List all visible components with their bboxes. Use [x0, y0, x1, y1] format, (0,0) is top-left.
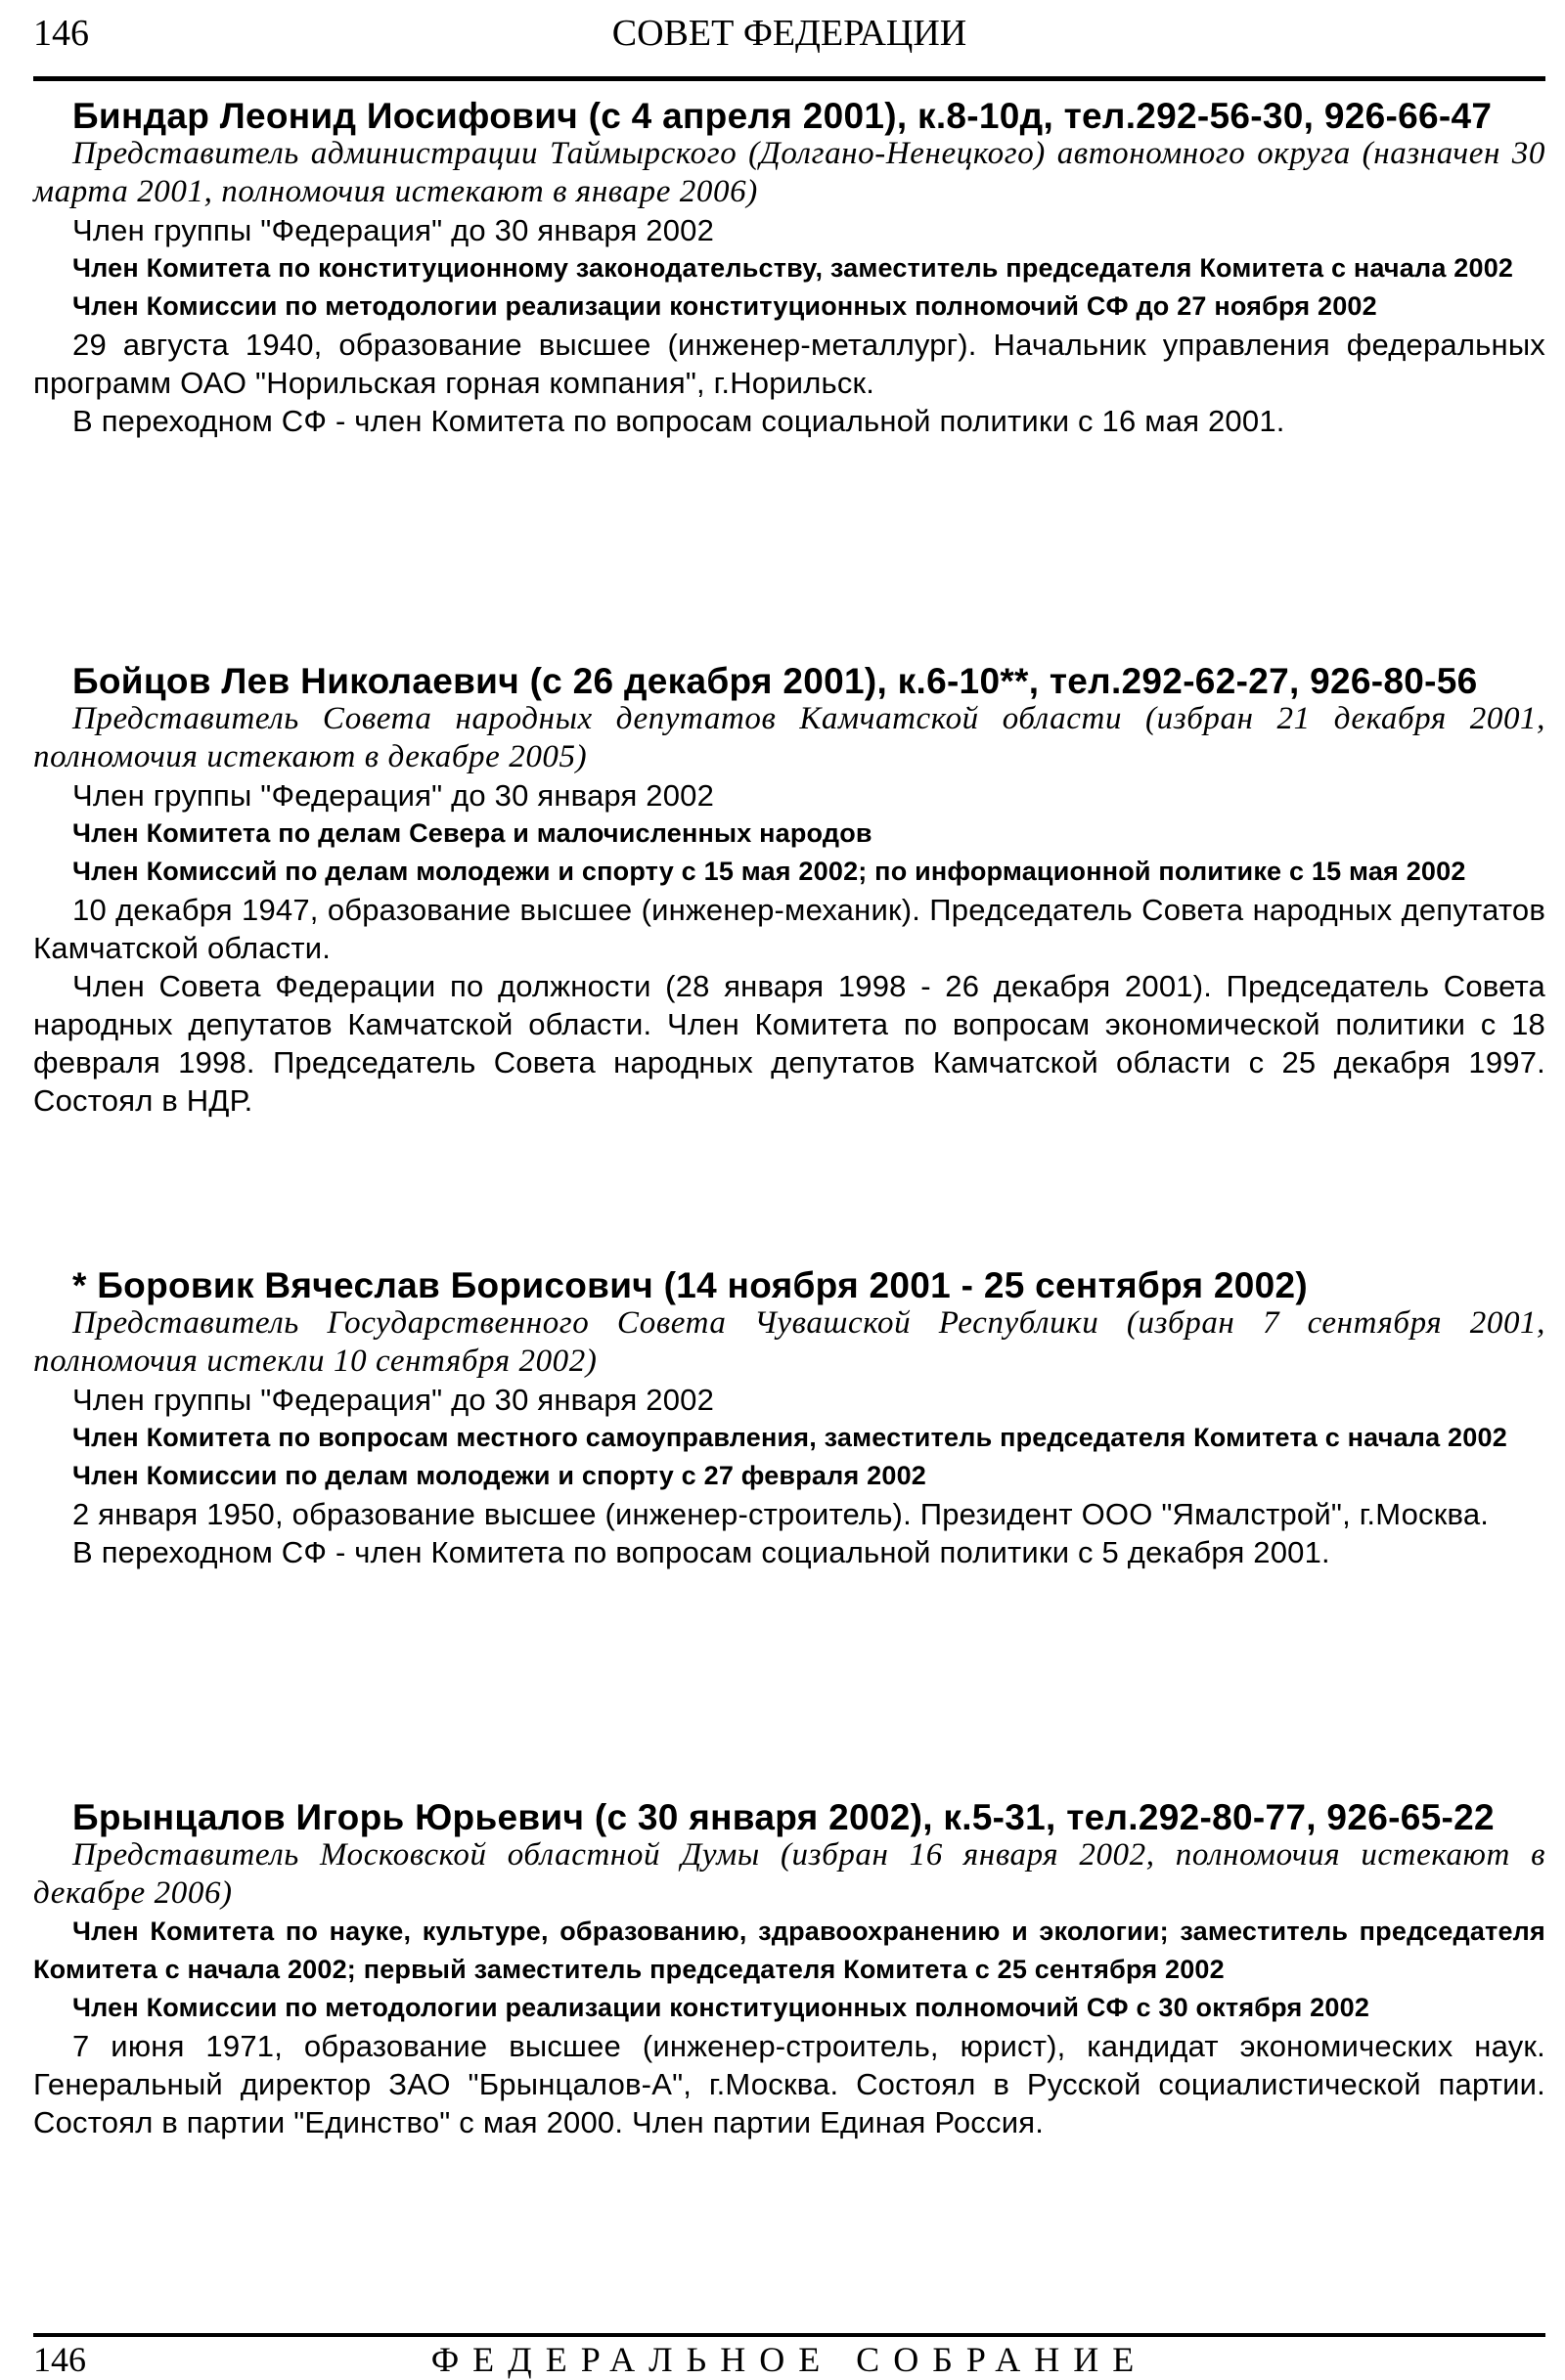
entry-membership: Член Комиссии по методологии реализации конституционных полномочий СФ до 27 ноября 2002	[72, 291, 1377, 321]
entry-name: Брынцалов Игорь Юрьевич (с 30 января 2002), к.5-31, тел.292-80-77, 926-65-22	[72, 1797, 1495, 1837]
entry-boytsov	[33, 663, 1545, 1120]
footer-title: ФЕДЕРАЛЬНОЕ СОБРАНИЕ	[430, 2340, 1148, 2379]
entry-membership: Член Комиссии по делам молодежи и спорту с 27 февраля 2002	[72, 1461, 927, 1490]
running-title: СОВЕТ ФЕДЕРАЦИИ	[611, 13, 967, 54]
entry-bio: 10 декабря 1947, образование высшее (инженер-механик). Председатель Совета народных депутатов Камчатской области.	[33, 893, 1545, 965]
entry-borovik	[33, 1267, 1545, 1571]
page-number: 146	[33, 13, 89, 54]
entry-representative: Представитель Совета народных депутатов Камчатской области (избран 21 декабря 2001, полномочия истекают в декабре 2005)	[33, 701, 1545, 774]
entry-representative: Представитель администрации Таймырского (Долгано-Ненецкого) автономного округа (назначен 30 марта 2001, полномочия истекают в январе 2006)	[33, 136, 1545, 209]
entry-name: Бойцов Лев Николаевич (с 26 декабря 2001), к.6-10**, тел.292-62-27, 926-80-56	[72, 661, 1478, 701]
entry-bio: Член Совета Федерации по должности (28 января 1998 - 26 декабря 2001). Председатель Совета народных депутатов Камчатской области. Член Комитета по вопросам экономической политики с 18 февраля 1998. Председатель Совета народных депутатов Камчатской области с 25 декабря 1997. Состоял в НДР.	[33, 969, 1545, 1118]
entry-bio: В переходном СФ - член Комитета по вопросам социальной политики с 5 декабря 2001.	[72, 1535, 1330, 1569]
entry-membership: Член Комитета по конституционному законодательству, заместитель председателя Комитета с начала 2002	[72, 253, 1514, 283]
entry-bio: 7 июня 1971, образование высшее (инженер-строитель, юрист), кандидат экономических наук. Генеральный директор ЗАО "Брынцалов-А", г.Москва. Состоял в Русской социалистической партии. Состоял в партии "Единство" с мая 2000. Член партии Единая Россия.	[33, 2029, 1545, 2139]
entry-group: Член группы "Федерация" до 30 января 2002	[72, 778, 715, 813]
entry-membership: Член Комиссии по методологии реализации конституционных полномочий СФ с 30 октября 2002	[72, 1993, 1370, 2022]
entry-bio: В переходном СФ - член Комитета по вопросам социальной политики с 16 мая 2001.	[72, 404, 1285, 438]
entry-group: Член группы "Федерация" до 30 января 2002	[72, 1383, 715, 1417]
entry-name: Биндар Леонид Иосифович (с 4 апреля 2001), к.8-10д, тел.292-56-30, 926-66-47	[72, 96, 1493, 136]
entry-name: * Боровик Вячеслав Борисович (14 ноября 2001 - 25 сентября 2002)	[72, 1265, 1309, 1305]
header-rule	[33, 76, 1545, 81]
entry-membership: Член Комитета по науке, культуре, образованию, здравоохранению и экологии; заместитель председателя Комитета с начала 2002; первый заместитель председателя Комитета с 25 сентября 2002	[33, 1917, 1545, 1984]
footer-rule	[33, 2333, 1545, 2337]
entry-bio: 29 августа 1940, образование высшее (инженер-металлург). Начальник управления федеральных программ ОАО "Норильская горная компания", г.Норильск.	[33, 328, 1545, 400]
entry-membership: Член Комиссий по делам молодежи и спорту с 15 мая 2002; по информационной политике с 15 мая 2002	[72, 857, 1466, 886]
entry-membership: Член Комитета по делам Севера и малочисленных народов	[72, 818, 872, 848]
entry-bindar	[33, 98, 1545, 440]
entry-membership: Член Комитета по вопросам местного самоуправления, заместитель председателя Комитета с начала 2002	[72, 1423, 1507, 1452]
entry-representative: Представитель Московской областной Думы (избран 16 января 2002, полномочия истекают в декабре 2006)	[33, 1837, 1545, 1911]
entry-bryntsalov	[33, 1799, 1545, 2141]
entry-group: Член группы "Федерация" до 30 января 2002	[72, 213, 715, 247]
page-header	[33, 8, 1545, 63]
entry-representative: Представитель Государственного Совета Чувашской Республики (избран 7 сентября 2001, полномочия истекли 10 сентября 2002)	[33, 1305, 1545, 1379]
footer-page-number: 146	[33, 2340, 86, 2379]
entry-bio: 2 января 1950, образование высшее (инженер-строитель). Президент ООО "Ямалстрой", г.Москва.	[72, 1497, 1490, 1531]
